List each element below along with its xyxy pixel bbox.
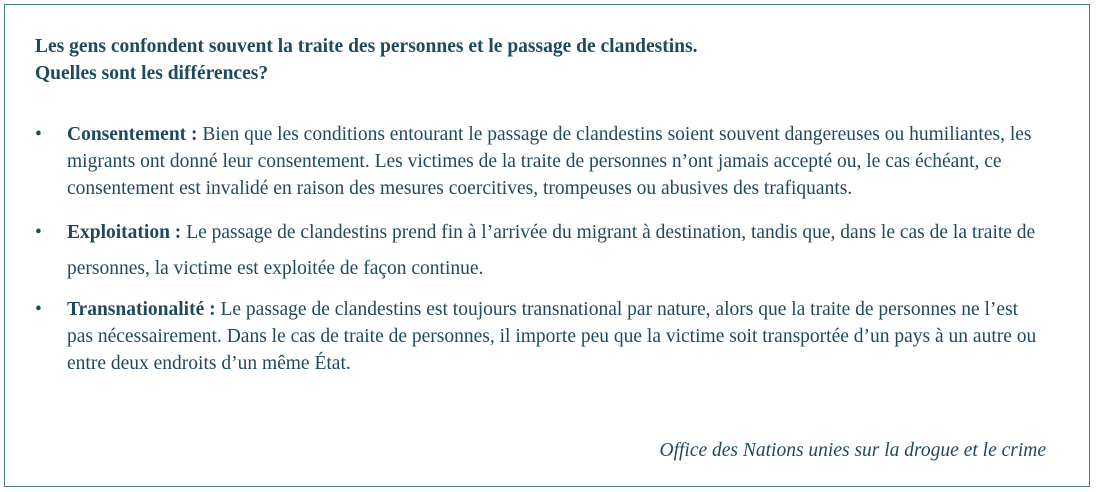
bullet-dot-icon: • [35, 124, 42, 145]
bullet-dot-icon: • [35, 222, 42, 243]
bullet-dot-icon: • [35, 299, 42, 320]
heading-line-1: Les gens confondent souvent la traite des personnes et le passage de clandestins. [35, 36, 698, 57]
box-heading [35, 33, 697, 87]
heading-line-2: Quelles sont les différences? [35, 63, 269, 84]
term-description: Bien que les conditions entourant le passage de clandestins soient souvent dangereuses ou humiliantes, les migrants ont donné leur consentement. Les victimes de la traite de personnes n’ont jamais accepté ou, le cas échéant, ce consentement est invalidé en raison des mesures coercitives, trompeuses ou abusives des trafiquants. [67, 124, 1032, 199]
term-label: Consentement : [67, 124, 198, 145]
list-item-consent [35, 121, 1045, 202]
list-item-transnationality [35, 296, 1045, 377]
list-item-exploitation [35, 215, 1045, 287]
source-attribution: Office des Nations unies sur la drogue et le crime [659, 440, 1046, 461]
term-label: Exploitation : [67, 222, 182, 243]
differences-list [35, 121, 1045, 377]
term-label: Transnationalité : [67, 299, 216, 320]
term-description: Le passage de clandestins prend fin à l’arrivée du migrant à destination, tandis que, dans le cas de la traite de personnes, la victime est exploitée de façon continue. [67, 222, 1036, 279]
term-description: Le passage de clandestins est toujours transnational par nature, alors que la traite de personnes ne l’est pas nécessairement. Dans le cas de traite de personnes, il importe peu que la victime soit transportée d’un pays à un autre ou entre deux endroits d’un même État. [67, 299, 1037, 374]
